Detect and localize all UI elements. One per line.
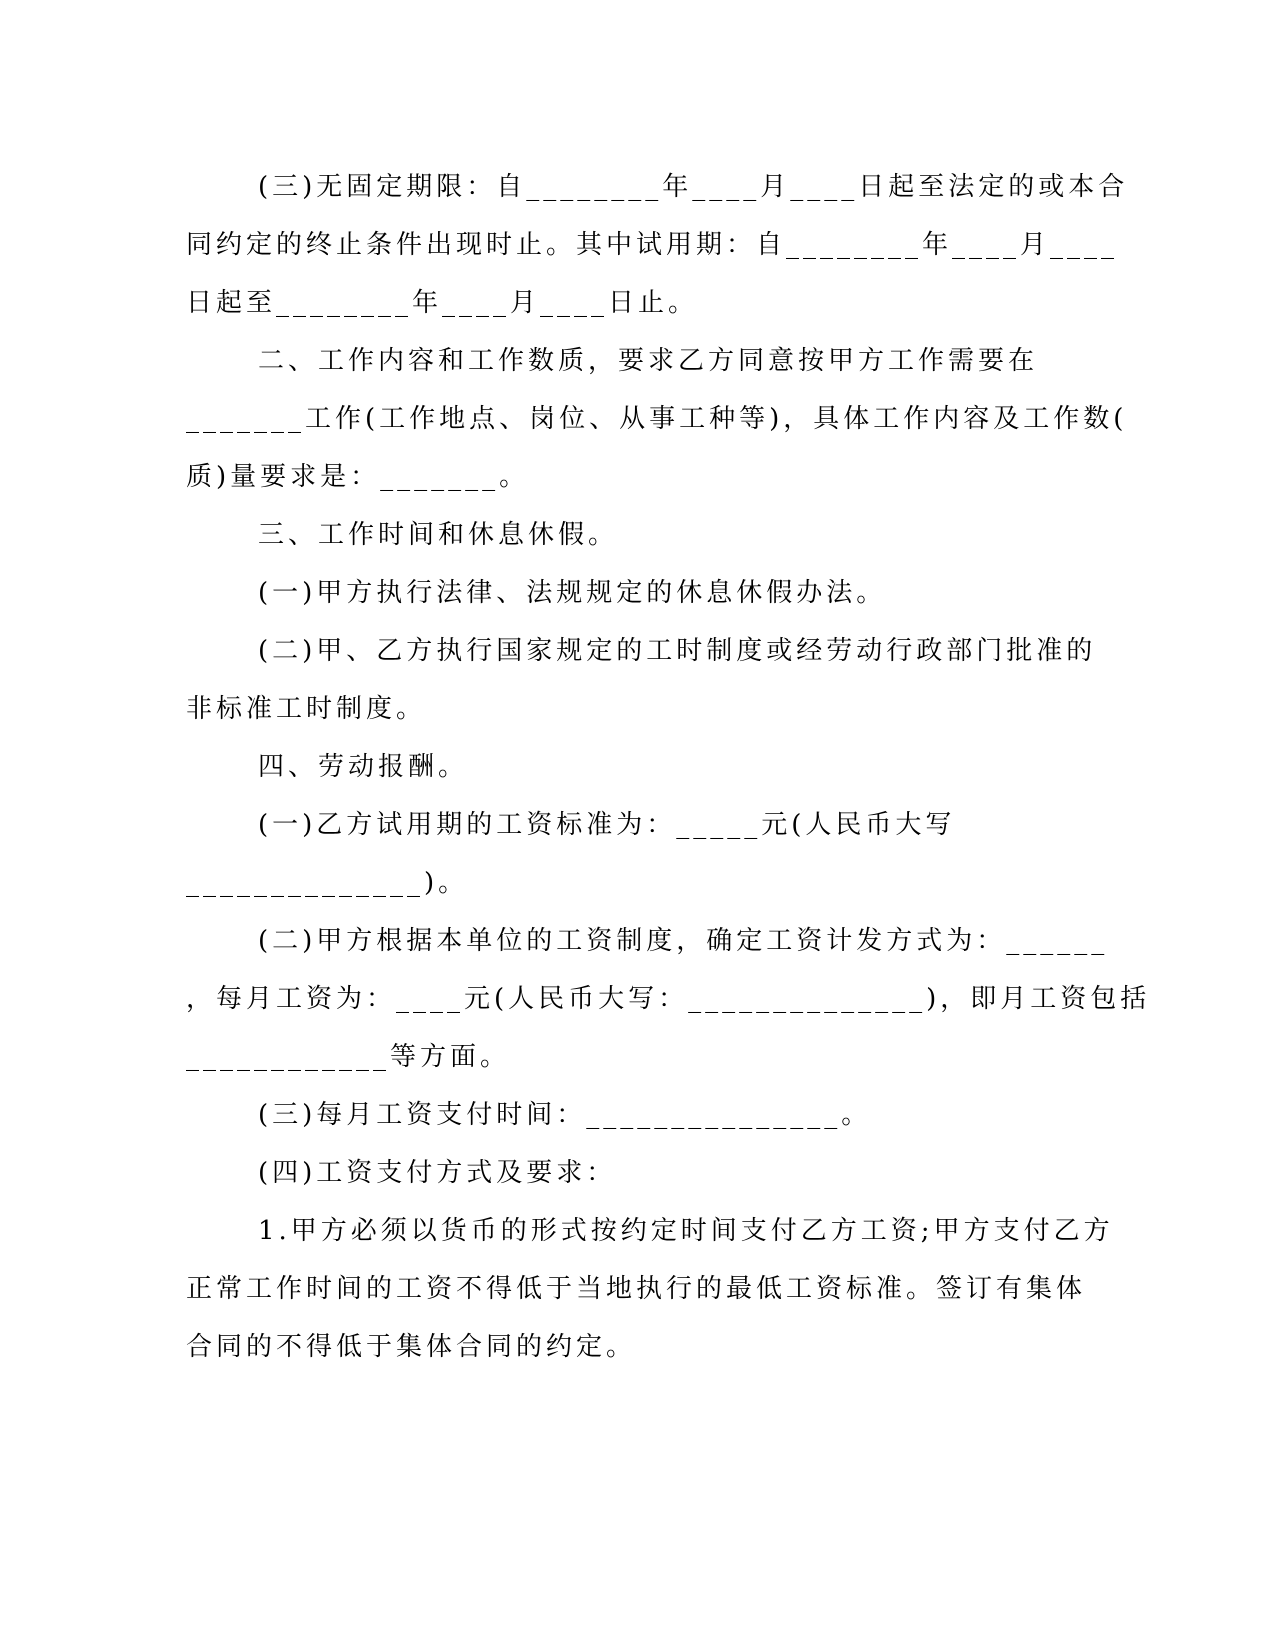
text-line: 1.甲方必须以货币的形式按约定时间支付乙方工资;甲方支付乙方 [258, 1216, 1114, 1246]
text-line: ，每月工资为：____元(人民币大写：______________)，即月工资包括 [186, 984, 1151, 1014]
text-line: 同约定的终止条件出现时止。其中试用期：自________年____月____ [186, 230, 1119, 260]
text-line: (三)无固定期限：自________年____月____日起至法定的或本合 [258, 172, 1129, 202]
text-line: 非标准工时制度。 [186, 694, 427, 724]
text-line: (一)甲方执行法律、法规规定的休息休假办法。 [258, 578, 887, 608]
section-heading-remuneration: 四、劳动报酬。 [258, 752, 469, 782]
text-line: (二)甲方根据本单位的工资制度，确定工资计发方式为：______ [258, 926, 1109, 956]
document-body [186, 158, 1151, 1376]
text-line: _______工作(工作地点、岗位、从事工种等)，具体工作内容及工作数( [186, 404, 1128, 434]
text-line: (四)工资支付方式及要求： [258, 1158, 617, 1188]
text-line: (二)甲、乙方执行国家规定的工时制度或经劳动行政部门批准的 [258, 636, 1097, 666]
text-line: (三)每月工资支付时间：_______________。 [258, 1100, 872, 1130]
section-heading-work-hours: 三、工作时间和休息休假。 [258, 520, 619, 550]
text-line: ____________等方面。 [186, 1042, 511, 1072]
text-line: ______________)。 [186, 868, 469, 898]
text-line: 日起至________年____月____日止。 [186, 288, 699, 318]
text-line: 质)量要求是：_______。 [186, 462, 530, 492]
text-line: (一)乙方试用期的工资标准为：_____元(人民币大写 [258, 810, 956, 840]
section-heading-work-content: 二、工作内容和工作数质，要求乙方同意按甲方工作需要在 [258, 346, 1039, 376]
text-line: 正常工作时间的工资不得低于当地执行的最低工资标准。签订有集体 [186, 1274, 1087, 1304]
text-line: 合同的不得低于集体合同的约定。 [186, 1332, 637, 1362]
